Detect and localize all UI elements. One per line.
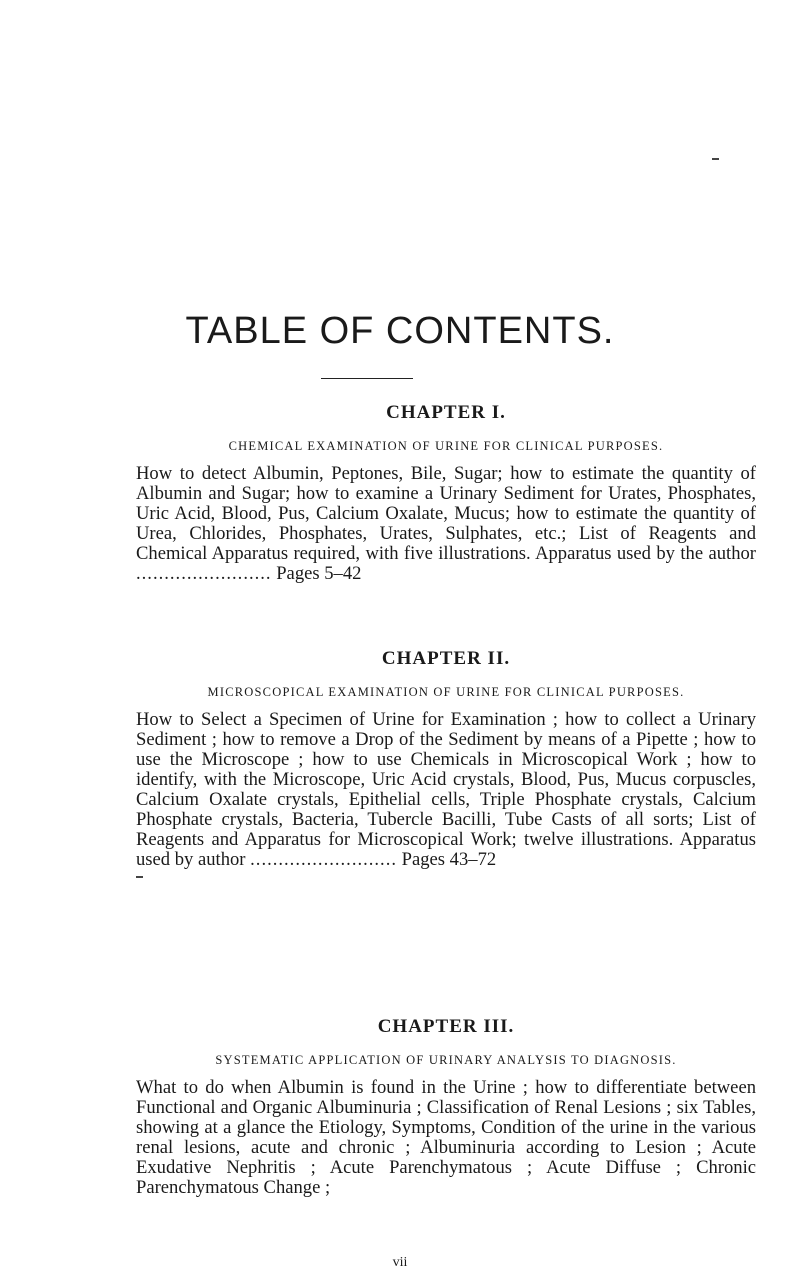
chapter-1-subtitle: CHEMICAL EXAMINATION OF URINE FOR CLINICAL PURPOSES.: [228, 439, 664, 453]
margin-mark: [712, 158, 719, 160]
page-title: TABLE OF CONTENTS.: [185, 310, 615, 352]
title-rule: [321, 378, 413, 379]
chapter-2-text: How to Select a Specimen of Urine for Examination ; how to collect a Urinary Sediment ; how to remove a Drop of the Sediment by means of a Pipette ; how to use the Microscope ; how to use Chemicals in Microscopical Work ; how to identify, with the Microscope, Uric Acid crystals, Blood, Pus, Mucus corpuscles, Calcium Oxalate crystals, Epithelial cells, Triple Phosphate crystals, Calcium Phosphate crystals, Bacteria, Tubercle Bacilli, Tube Casts of all sorts; List of Reagents and Apparatus for Microscopical Work; twelve illustrations. Apparatus used by author: [136, 709, 756, 870]
chapter-2-subtitle: MICROSCOPICAL EXAMINATION OF URINE FOR CLINICAL PURPOSES.: [207, 685, 685, 699]
chapter-2: [136, 648, 756, 870]
page-number: vii: [392, 1255, 408, 1270]
chapter-1-body: [136, 464, 756, 584]
chapter-2-heading: CHAPTER II.: [381, 648, 511, 669]
chapter-3-text: What to do when Albumin is found in the Urine ; how to differentiate between Functional and Organic Albuminuria ; Classification of Renal Lesions ; six Tables, showing at a glance the Etiology, Symptoms, Condition of the urine in the various renal lesions, acute and chronic ; Albuminuria according to Lesion ; Acute Exudative Nephritis ; Acute Parenchymatous ; Acute Diffuse ; Chronic Parenchymatous Change ;: [136, 1077, 756, 1198]
chapter-2-body: [136, 710, 756, 870]
chapter-3-heading: CHAPTER III.: [377, 1016, 515, 1037]
chapter-1-dot-leader: ........................: [136, 563, 272, 584]
chapter-3: [136, 1016, 756, 1198]
chapter-3-subtitle: SYSTEMATIC APPLICATION OF URINARY ANALYSIS TO DIAGNOSIS.: [215, 1053, 677, 1067]
chapter-1-pages: Pages 5–42: [276, 563, 362, 584]
chapter-2-dot-leader: ..........................: [250, 849, 397, 870]
chapter-2-pages: Pages 43–72: [401, 849, 497, 870]
chapter-1-heading: CHAPTER I.: [386, 402, 506, 423]
chapter-3-body: [136, 1078, 756, 1198]
chapter-1-text: How to detect Albumin, Peptones, Bile, Sugar; how to estimate the quantity of Albumin and Sugar; how to examine a Urinary Sediment for Urates, Phosphates, Uric Acid, Blood, Pus, Calcium Oxalate, Mucus; how to estimate the quantity of Urea, Chlorides, Phosphates, Urates, Sulphates, etc.; List of Reagents and Chemical Apparatus required, with five illustrations. Apparatus used by the author: [136, 463, 756, 564]
margin-mark: [136, 876, 143, 878]
chapter-1: [136, 402, 756, 584]
